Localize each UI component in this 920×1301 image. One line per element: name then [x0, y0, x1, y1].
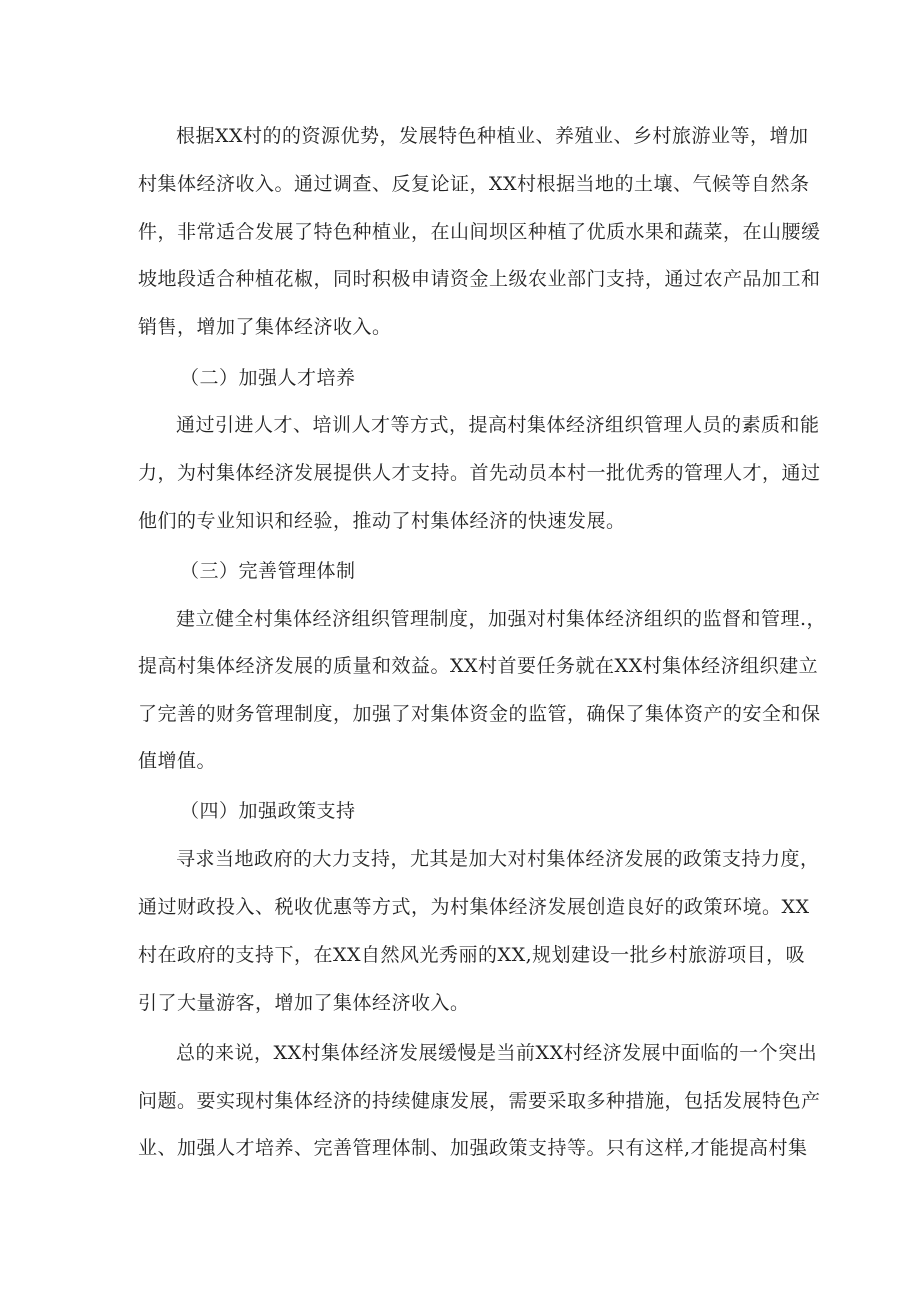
paragraph-2-line-3: 他们的专业知识和经验，推动了村集体经济的快速发展。 [138, 510, 626, 532]
paragraph-5-line-2: 问题。要实现村集体经济的持续健康发展，需要采取多种措施，包括发展特色产 [138, 1090, 821, 1112]
paragraph-3-line-1: 建立健全村集体经济组织管理制度，加强对村集体经济组织的监督和管理.， [176, 608, 827, 630]
paragraph-3-line-3: 了完善的财务管理制度，加强了对集体资金的监管，确保了集体资产的安全和保 [138, 703, 821, 725]
paragraph-3-line-2: 提高村集体经济发展的质量和效益。XX村首要任务就在XX村集体经济组织建立 [138, 655, 819, 677]
paragraph-1-line-5: 销售，增加了集体经济收入。 [138, 316, 392, 338]
paragraph-1-line-3: 件，非常适合发展了特色种植业，在山间坝区种植了优质水果和蔬菜，在山腰缓 [138, 221, 821, 243]
paragraph-4-line-1: 寻求当地政府的大力支持，尤其是加大对村集体经济发展的政策支持力度， [176, 848, 820, 870]
section-heading-3: （三）完善管理体制 [180, 560, 356, 582]
paragraph-5-line-3: 业、加强人才培养、完善管理体制、加强政策支持等。只有这样,才能提高村集 [138, 1137, 808, 1159]
section-heading-4: （四）加强政策支持 [180, 800, 356, 822]
paragraph-5-line-1: 总的来说，XX村集体经济发展缓慢是当前XX村经济发展中面临的一个突出 [176, 1042, 818, 1064]
paragraph-2-line-1: 通过引进人才、培训人才等方式，提高村集体经济组织管理人员的素质和能 [176, 414, 820, 436]
paragraph-4-line-3: 村在政府的支持下，在XX自然风光秀丽的XX,规划建设一批乡村旅游项目，吸 [138, 944, 806, 966]
paragraph-1-line-1: 根据XX村的的资源优势，发展特色种植业、养殖业、乡村旅游业等，增加 [176, 125, 809, 147]
paragraph-3-line-4: 值增值。 [138, 750, 217, 772]
section-heading-2: （二）加强人才培养 [180, 367, 356, 389]
paragraph-4-line-4: 引了大量游客，增加了集体经济收入。 [138, 992, 470, 1014]
paragraph-4-line-2: 通过财政投入、税收优惠等方式，为村集体经济发展创造良好的政策环境。XX [138, 896, 810, 918]
paragraph-1-line-4: 坡地段适合种植花椒，同时积极申请资金上级农业部门支持，通过农产品加工和 [138, 268, 821, 290]
paragraph-2-line-2: 力，为村集体经济发展提供人才支持。首先动员本村一批优秀的管理人才，通过 [138, 462, 821, 484]
paragraph-1-line-2: 村集体经济收入。通过调查、反复论证，XX村根据当地的土壤、气候等自然条 [138, 173, 810, 195]
